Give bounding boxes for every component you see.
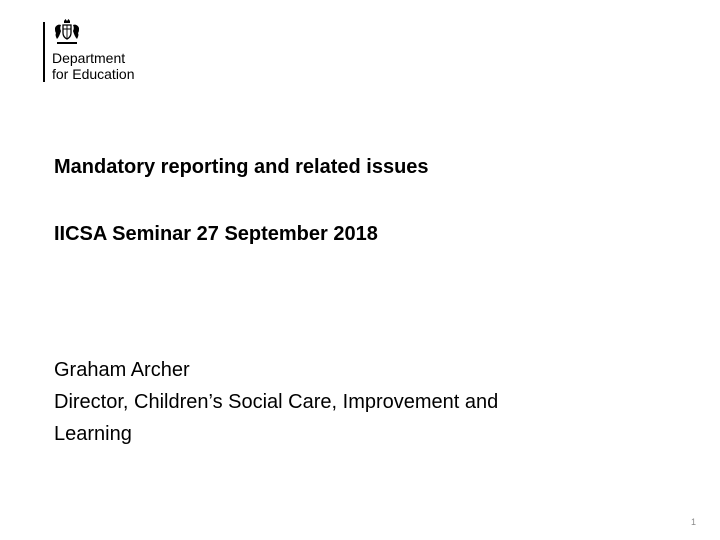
logo-divider [43, 22, 45, 82]
organisation-name [52, 50, 135, 82]
royal-coat-of-arms-icon [52, 18, 82, 46]
slide-title: Mandatory reporting and related issues [54, 156, 429, 178]
presenter-name: Graham Archer [54, 359, 190, 381]
presenter-role-line-1: Director, Children’s Social Care, Improvement and [54, 391, 499, 413]
organisation-line-1: Department [52, 50, 126, 66]
page-number: 1 [690, 517, 696, 527]
department-logo [43, 18, 163, 84]
slide-subtitle: IICSA Seminar 27 September 2018 [54, 223, 378, 245]
presenter-role-line-2: Learning [54, 423, 132, 445]
organisation-line-2: for Education [52, 66, 135, 82]
presenter-block [54, 354, 674, 450]
